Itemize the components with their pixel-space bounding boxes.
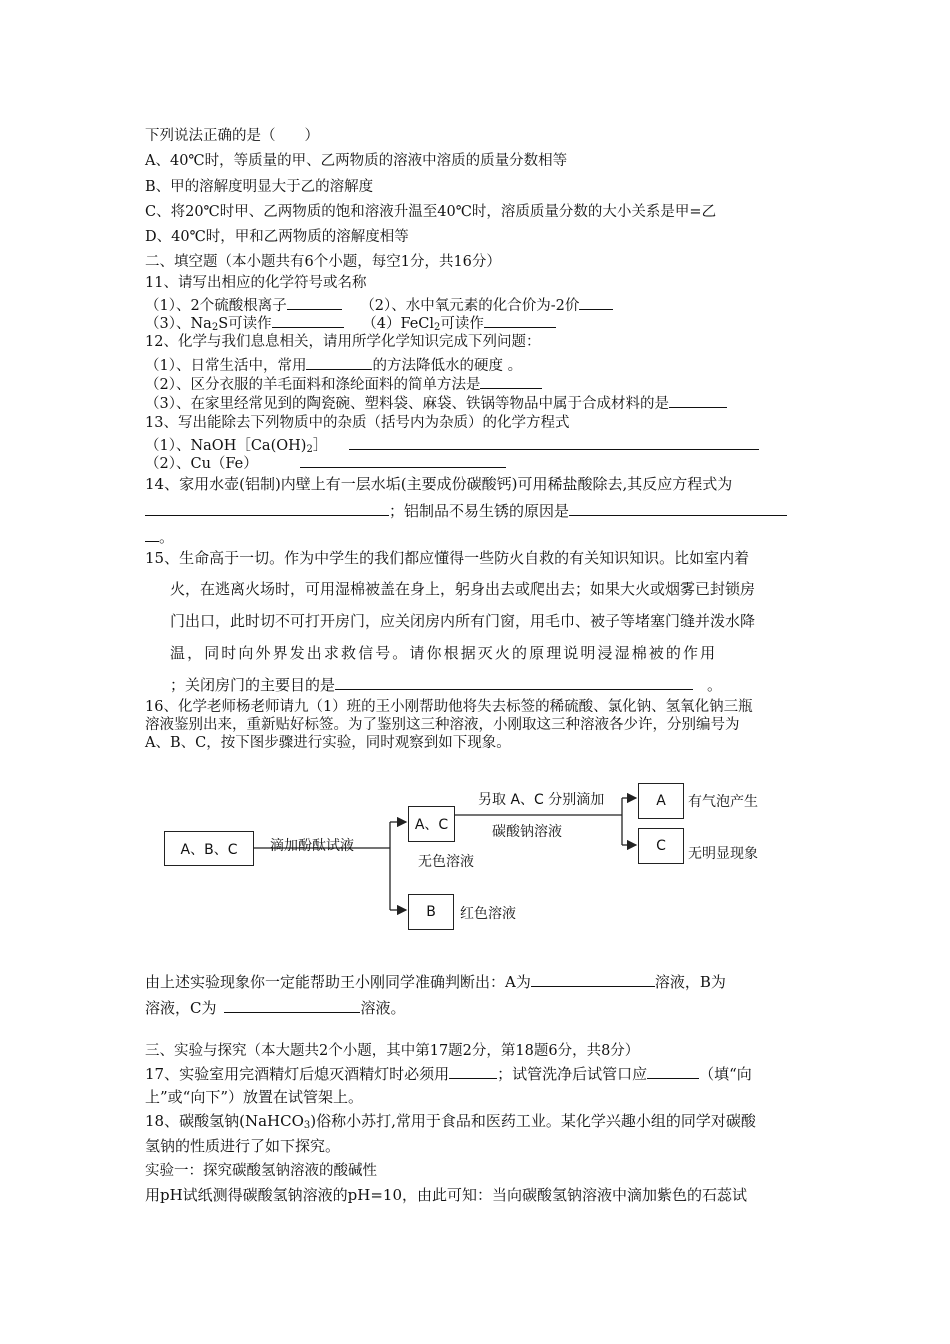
q13-row2 bbox=[145, 453, 506, 473]
q12-row3 bbox=[145, 393, 727, 413]
q14-part2: ；铝制品不易生锈的原因是 bbox=[389, 502, 570, 520]
q15-line4: 温，同时向外界发出求救信号。请你根据灭火的原理说明浸湿棉被的作用 bbox=[170, 644, 718, 662]
q14-blank1[interactable] bbox=[145, 501, 389, 516]
box-b: B bbox=[408, 894, 454, 930]
label-step1: 滴加酚酞试液 bbox=[270, 838, 354, 854]
q10-option-c: C、将20℃时甲、乙两物质的饱和溶液升温至40℃时，溶质质量分数的大小关系是甲=乙 bbox=[145, 204, 717, 220]
q18-line3: 用pH试纸测得碳酸氢钠溶液的pH=10，由此可知：当向碳酸氢钠溶液中滴加紫色的石蕊试 bbox=[145, 1186, 748, 1204]
q11-blank3[interactable] bbox=[272, 313, 344, 328]
q10-stem: 下列说法正确的是（ ） bbox=[145, 128, 319, 144]
q18-line2: 氢钠的性质进行了如下探究。 bbox=[145, 1137, 341, 1155]
q16-blank-a[interactable] bbox=[531, 972, 655, 987]
q12-part3: （3）、在家里经常见到的陶瓷碗、塑料袋、麻袋、铁锅等物品中属于合成材料的是 bbox=[145, 396, 669, 412]
q12-blank2[interactable] bbox=[480, 374, 542, 389]
q18-line1: 18、碳酸氢钠(NaHCO$_3$)俗称小苏打,常用于食品和医药工业。某化学兴趣小组的同学对碳酸 bbox=[145, 1112, 756, 1131]
q14-blank2[interactable] bbox=[569, 501, 787, 516]
q16-line1: 16、化学老师杨老师请九（1）班的王小刚帮助他将失去标签的稀硫酸、氯化钠、氢氧化钠三瓶 bbox=[145, 699, 753, 715]
q13-blank2[interactable] bbox=[300, 453, 506, 468]
q18-exp1-title: 实验一：探究碳酸氢钠溶液的酸碱性 bbox=[145, 1163, 377, 1179]
q11-part2: （2）、水中氧元素的化合价为-2价 bbox=[360, 298, 580, 314]
q15-line2: 火，在逃离火场时，可用湿棉被盖在身上，躬身出去或爬出去；如果大火或烟雾已封锁房 bbox=[170, 580, 756, 598]
q16-blank-c[interactable] bbox=[224, 998, 360, 1013]
q11-blank2[interactable] bbox=[579, 295, 613, 310]
box-a: A bbox=[638, 783, 684, 819]
section3-title: 三、实验与探究（本大题共2个小题，其中第17题2分，第18题6分，共8分） bbox=[145, 1043, 640, 1059]
label-c-result: 无明显现象 bbox=[688, 846, 758, 862]
q16-line2: 溶液鉴别出来，重新贴好标签。为了鉴别这三种溶液，小刚取这三种溶液各少许，分别编号为 bbox=[145, 717, 740, 733]
box-c: C bbox=[638, 828, 684, 864]
q13-blank1[interactable] bbox=[349, 435, 759, 450]
box-ac: A、C bbox=[408, 806, 455, 842]
q10-option-a: A、40℃时，等质量的甲、乙两物质的溶液中溶质的质量分数相等 bbox=[145, 153, 568, 169]
q17-blank1[interactable] bbox=[449, 1064, 497, 1079]
q11-part1: （1）、2个硫酸根离子 bbox=[145, 298, 287, 314]
q12-blank3[interactable] bbox=[669, 393, 727, 408]
q13-stem: 13、写出能除去下列物质中的杂质（括号内为杂质）的化学方程式 bbox=[145, 415, 570, 431]
q12-blank1[interactable] bbox=[306, 355, 372, 370]
q13-part2: （2）、Cu（Fe） bbox=[145, 456, 258, 472]
section2-title: 二、填空题（本小题共有6个小题，每空1分，共16分） bbox=[145, 254, 501, 270]
q10-option-b: B、甲的溶解度明显大于乙的溶解度 bbox=[145, 179, 374, 195]
q12-part2: （2）、区分衣服的羊毛面料和涤纶面料的简单方法是 bbox=[145, 377, 481, 393]
q11-blank1[interactable] bbox=[287, 295, 342, 310]
q15-blank[interactable] bbox=[335, 675, 693, 690]
q11-stem: 11、请写出相应的化学符号或名称 bbox=[145, 275, 367, 291]
q12-stem: 12、化学与我们息息相关，请用所学化学知识完成下列问题： bbox=[145, 334, 541, 350]
label-a-result: 有气泡产生 bbox=[688, 794, 758, 810]
label-colorless: 无色溶液 bbox=[418, 854, 474, 870]
experiment-flow-diagram bbox=[160, 775, 800, 940]
label-step2b: 碳酸钠溶液 bbox=[492, 824, 562, 840]
q17-line2: 上”或“向下”）放置在试管架上。 bbox=[145, 1088, 364, 1106]
q17-blank2[interactable] bbox=[647, 1064, 699, 1079]
q11-part3: （3）、$Na_2S$可读作 bbox=[145, 316, 272, 333]
q16-answer-line2: 溶液，C为 溶液。 bbox=[145, 999, 406, 1017]
q13-part1: （1）、$NaOH[Ca(OH)_2]$ bbox=[145, 438, 328, 455]
q14-blank3[interactable] bbox=[145, 527, 159, 542]
q11-part4: （4）FeCl$_2$可读作 bbox=[362, 316, 484, 333]
q14-line3: 。 bbox=[145, 527, 174, 546]
q11-row1 bbox=[145, 295, 613, 315]
q12-row2 bbox=[145, 374, 542, 394]
q14-line2 bbox=[145, 501, 787, 520]
q15-line5: ；关闭房门的主要目的是 。 bbox=[170, 676, 723, 694]
q11-blank4[interactable] bbox=[484, 313, 556, 328]
q12-part1b: 的方法降低水的硬度 。 bbox=[372, 358, 523, 374]
q12-row1 bbox=[145, 355, 522, 375]
q16-line3: A、B、C，按下图步骤进行实验，同时观察到如下现象。 bbox=[145, 735, 511, 751]
label-red: 红色溶液 bbox=[460, 906, 516, 922]
q15-line3: 门出口，此时切不可打开房门，应关闭房内所有门窗，用毛巾、被子等堵塞门缝并泼水降 bbox=[170, 612, 756, 630]
q14-line1: 14、家用水壶(铝制)内壁上有一层水垢(主要成份碳酸钙)可用稀盐酸除去,其反应方程式为 bbox=[145, 475, 733, 493]
q17-line1: 17、实验室用完酒精灯后熄灭酒精灯时必须用 ；试管洗净后试管口应 （填“向 bbox=[145, 1065, 752, 1083]
q16-answer-line1: 由上述实验现象你一定能帮助王小刚同学准确判断出：A为 溶液，B为 bbox=[145, 973, 726, 991]
q10-option-d: D、40℃时，甲和乙两物质的溶解度相等 bbox=[145, 229, 409, 245]
q12-part1a: （1）、日常生活中，常用 bbox=[145, 358, 307, 374]
box-abc: A、B、C bbox=[164, 831, 254, 866]
q15-line1: 15、生命高于一切。作为中学生的我们都应懂得一些防火自救的有关知识知识。比如室内着 bbox=[145, 549, 750, 567]
label-step2a: 另取 A、C 分别滴加 bbox=[478, 792, 605, 808]
